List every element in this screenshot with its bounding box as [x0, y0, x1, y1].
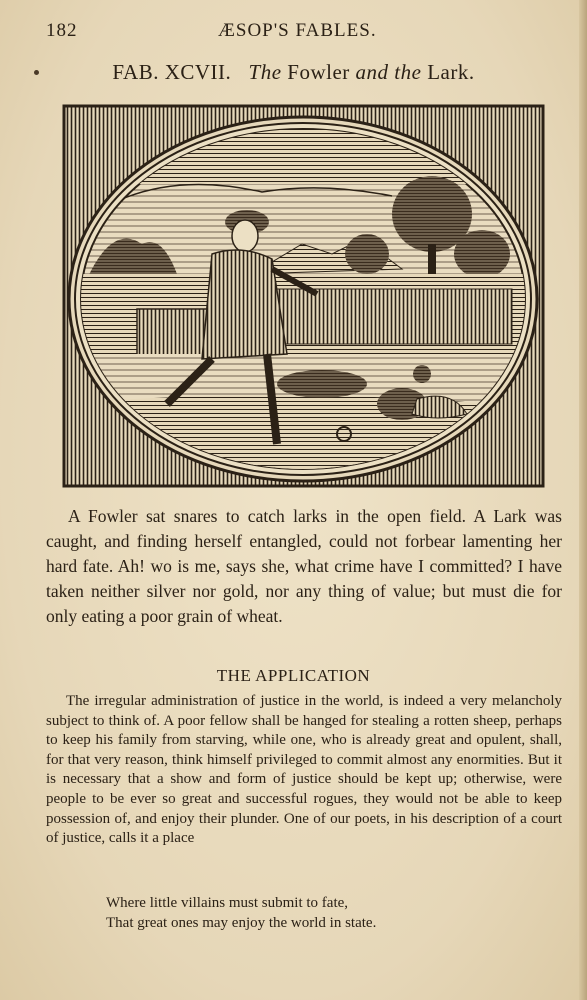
page-number: 182 — [46, 20, 78, 41]
story-paragraph: A Fowler sat snares to catch larks in the open field. A Lark was caught, and finding herself entangled, could not forbear lamenting her hard fate. Ah! wo is me, says she, what crime have I committed? I have taken neither silver nor gold, nor any thing of value; but must die for only eating a poor grain of wheat. — [46, 506, 562, 626]
application-paragraph: The irregular administration of justice in the world, is indeed a very melancholy subject to think of. A poor fellow shall be hanged for stealing a rotten sheep, perhaps to keep his family from starving, while one, who is already great and opulent, shall, for that very reason, think himself privileged to commit almost any enormities. But it is necessary that a show and form of justice should be kept up; otherwise, were people to be ever so great and successful rogues, they would not be able to keep possession of, and enjoy their plunder. One of our poets, in his description of a court of justice, calls it a place — [46, 693, 562, 847]
fable-story — [46, 504, 562, 629]
title-fowler: Fowler — [287, 60, 350, 84]
fable-title — [0, 60, 587, 85]
title-the-2: the — [394, 60, 422, 84]
title-lark: Lark. — [427, 60, 475, 84]
fable-number: FAB. XCVII. — [112, 60, 232, 84]
verse-quote — [106, 893, 546, 933]
title-the-1: The — [248, 60, 282, 84]
page-header — [46, 20, 566, 46]
page-edge — [579, 0, 587, 1000]
application-body — [46, 692, 562, 849]
verse-line-1: Where little villains must submit to fate, — [106, 895, 349, 911]
verse-line-2: That great ones may enjoy the world in state. — [106, 915, 377, 931]
fowler-and-lark-woodcut-icon — [62, 104, 545, 488]
running-title: ÆSOP'S FABLES. — [218, 20, 377, 41]
application-heading: THE APPLICATION — [216, 666, 371, 685]
title-and: and — [355, 60, 389, 84]
